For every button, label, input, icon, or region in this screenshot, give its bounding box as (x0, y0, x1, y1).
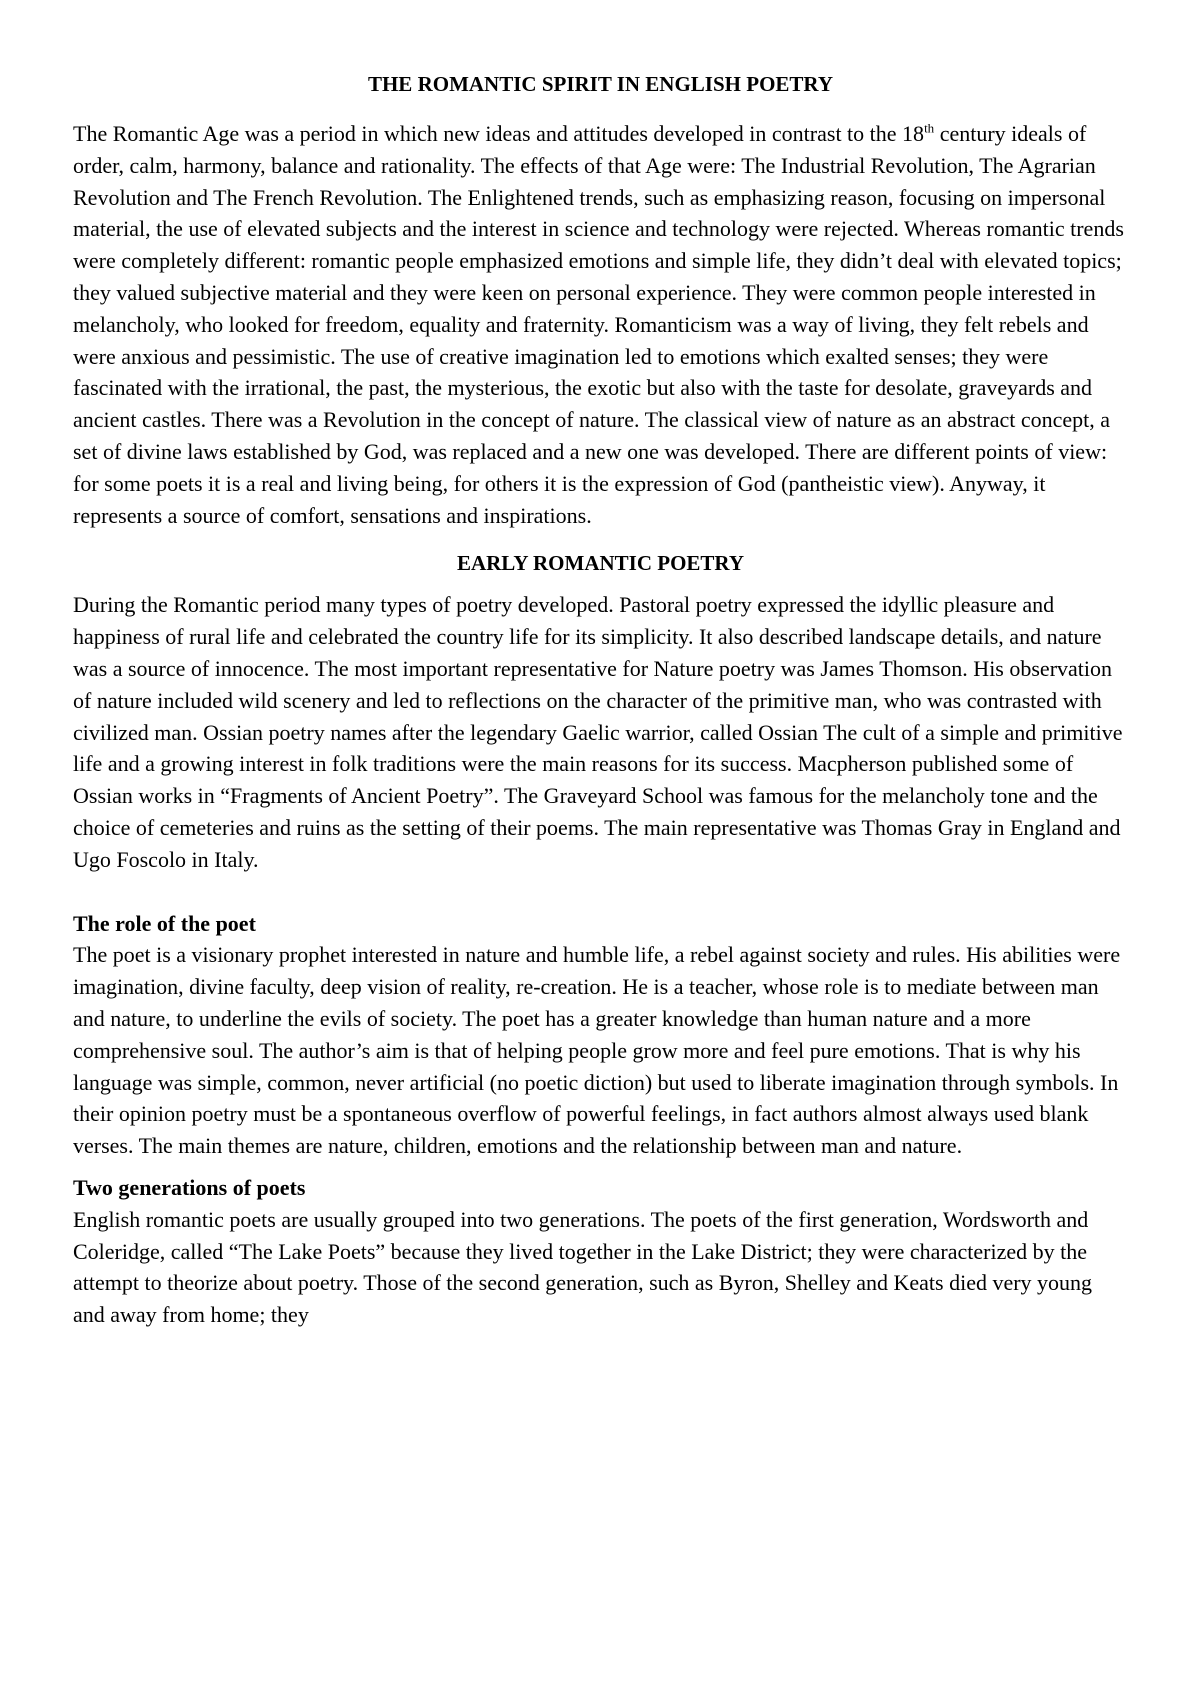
document-title: THE ROMANTIC SPIRIT IN ENGLISH POETRY (367, 72, 834, 96)
early-romantic-paragraph: During the Romantic period many types of poetry developed. Pastoral poetry expressed the idyllic pleasure and happiness of rural life and celebrated the country life for its simplicity. It also described landscape details, and nature was a source of innocence. The most important representative for Nature poetry was James Thomson. His observation of nature included wild scenery and led to reflections on the character of the primitive man, who was contrasted with civilized man. Ossian poetry names after the legendary Gaelic warrior, called Ossian The cult of a simple and primitive life and a growing interest in folk traditions were the main reasons for its success. Macpherson published some of Ossian works in “Fragments of Ancient Poetry”. The Graveyard School was famous for the melancholy tone and the choice of cemeteries and ruins as the setting of their poems. The main representative was Thomas Gray in England and Ugo Foscolo in Italy. (73, 592, 1123, 872)
section-spacer (73, 1162, 1128, 1172)
intro-text-start: The Romantic Age was a period in which new ideas and attitudes developed in contrast to the 18 (73, 121, 925, 146)
intro-text-rest: century ideals of order, calm, harmony, balance and rationality. The effects of that Age were: The Industrial Revolution, The Agrarian Revolution and The French Revolution. The Enlightened trends, such as emphasizing reason, focusing on impersonal material, the use of elevated subjects and the interest in science and technology were rejected. Whereas romantic trends were completely different: romantic people emphasized emotions and simple life, they didn’t deal with elevated topics; they valued subjective material and they were keen on personal experience. They were common people interested in melancholy, who looked for freedom, equality and fraternity. Romanticism was a way of living, they felt rebels and were anxious and pessimistic. The use of creative imagination led to emotions which exalted senses; they were fascinated with the irrational, the past, the mysterious, the exotic but also with the taste for desolate, graveyards and ancient castles. There was a Revolution in the concept of nature. The classical view of nature as an abstract concept, a set of divine laws established by God, was replaced and a new one was developed. There are different points of view: for some poets it is a real and living being, for others it is the expression of God (pantheistic view). Anyway, it represents a source of comfort, sensations and inspirations. (73, 121, 1124, 528)
early-romantic-heading: EARLY ROMANTIC POETRY (456, 551, 745, 576)
role-of-poet-heading: The role of the poet (73, 910, 256, 936)
section-spacer (73, 876, 1128, 908)
two-generations-heading: Two generations of poets (73, 1174, 306, 1200)
intro-paragraph (73, 118, 1128, 531)
role-of-poet-paragraph: The poet is a visionary prophet interested in nature and humble life, a rebel against society and rules. His abilities were imagination, divine faculty, deep vision of reality, re-creation. He is a teacher, whose role is to mediate between man and nature, to underline the evils of society. The poet has a greater knowledge than human nature and a more comprehensive soul. The author’s aim is that of helping people grow more and feel pure emotions. That is why his language was simple, common, never artificial (no poetic diction) but used to liberate imagination through symbols. In their opinion poetry must be a spontaneous overflow of powerful feelings, in fact authors almost always used blank verses. The main themes are nature, children, emotions and the relationship between man and nature. (73, 942, 1121, 1159)
two-generations-paragraph: English romantic poets are usually grouped into two generations. The poets of the first generation, Wordsworth and Coleridge, called “The Lake Poets” because they lived together in the Lake District; they were characterized by the attempt to theorize about poetry. Those of the second generation, such as Byron, Shelley and Keats died very young and away from home; they (73, 1206, 1093, 1328)
ordinal-superscript: th (924, 120, 935, 136)
